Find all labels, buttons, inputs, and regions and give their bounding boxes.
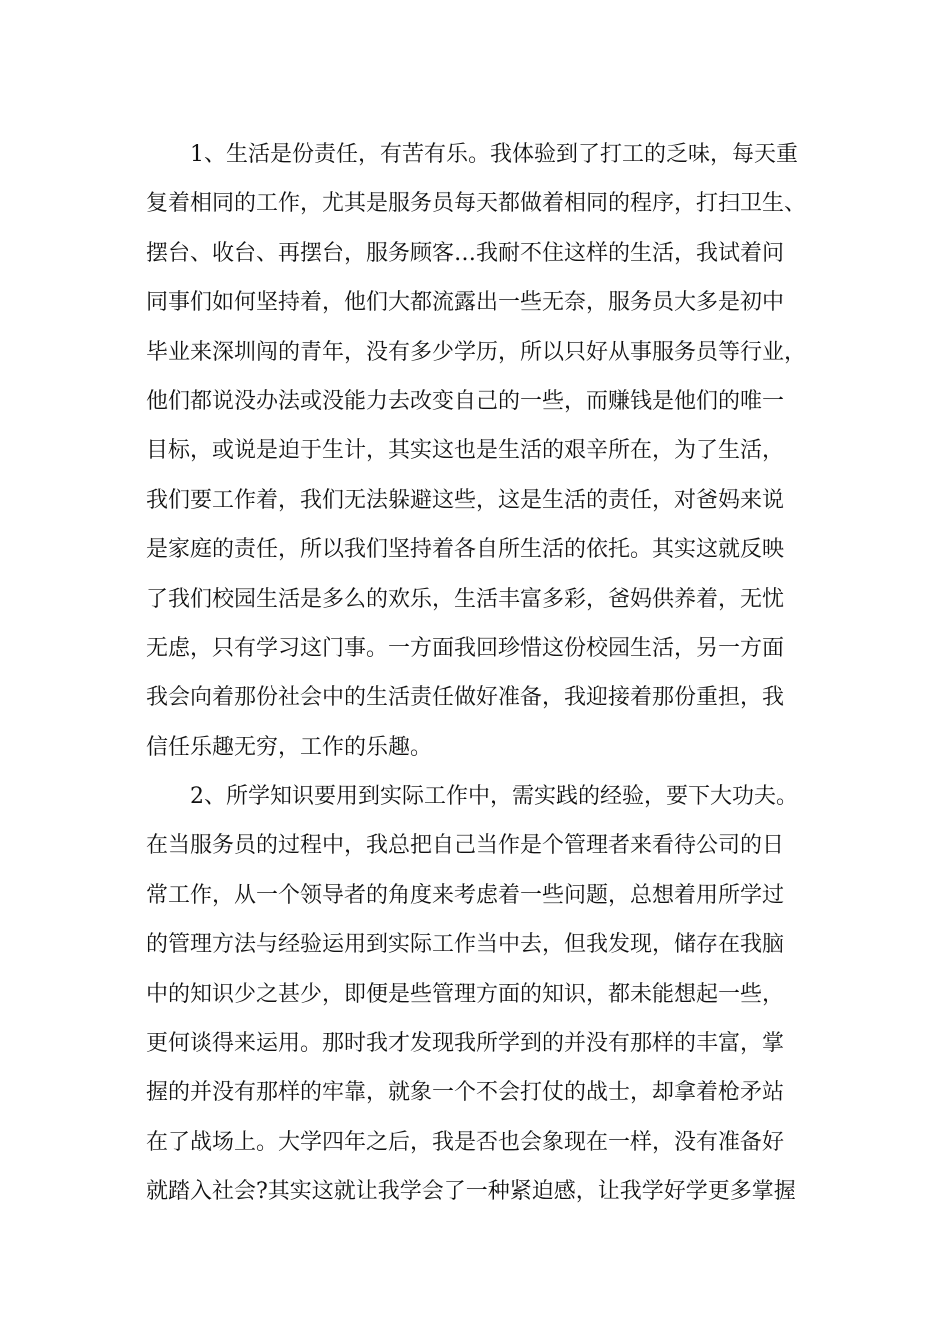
- text-line: 摆台、收台、再摆台，服务顾客…我耐不住这样的生活，我试着问: [146, 240, 785, 266]
- document-body: [146, 130, 806, 1217]
- text-line: 就踏入社会?其实这就让我学会了一种紧迫感，让我学好学更多掌握: [146, 1179, 796, 1205]
- text-line: 2、所学知识要用到实际工作中，需实践的经验，要下大功夫。: [190, 784, 798, 810]
- text-line: 复着相同的工作，尤其是服务员每天都做着相同的程序，打扫卫生、: [146, 191, 806, 217]
- text-line: 常工作，从一个领导者的角度来考虑着一些问题，总想着用所学过: [146, 882, 785, 908]
- paragraph-2: [146, 772, 806, 1217]
- text-line: 目标，或说是迫于生计，其实这也是生活的艰辛所在，为了生活，: [146, 438, 785, 464]
- text-line: 无虑，只有学习这门事。一方面我回珍惜这份校园生活，另一方面: [146, 635, 785, 661]
- text-line: 他们都说没办法或没能力去改变自己的一些，而赚钱是他们的唯一: [146, 388, 785, 414]
- text-line: 更何谈得来运用。那时我才发现我所学到的并没有那样的丰富，掌: [146, 1031, 785, 1057]
- text-line: 1、生活是份责任，有苦有乐。我体验到了打工的乏味，每天重: [190, 142, 798, 167]
- text-line: 的管理方法与经验运用到实际工作当中去，但我发现，储存在我脑: [146, 932, 785, 958]
- text-line: 我会向着那份社会中的生活责任做好准备，我迎接着那份重担，我: [146, 685, 785, 711]
- text-line: 是家庭的责任，所以我们坚持着各自所生活的依托。其实这就反映: [146, 537, 785, 563]
- text-line: 中的知识少之甚少，即便是些管理方面的知识，都未能想起一些，: [146, 981, 785, 1007]
- text-line: 信任乐趣无穷，工作的乐趣。: [146, 734, 433, 760]
- text-line: 了我们校园生活是多么的欢乐，生活丰富多彩，爸妈供养着，无忧: [146, 586, 785, 612]
- text-line: 在了战场上。大学四年之后，我是否也会象现在一样，没有准备好: [146, 1129, 785, 1155]
- text-line: 同事们如何坚持着，他们大都流露出一些无奈，服务员大多是初中: [146, 290, 785, 316]
- paragraph-1: [146, 130, 806, 772]
- text-line: 在当服务员的过程中，我总把自己当作是个管理者来看待公司的日: [146, 833, 785, 859]
- text-line: 我们要工作着，我们无法躲避这些，这是生活的责任，对爸妈来说: [146, 487, 785, 513]
- text-line: 握的并没有那样的牢靠，就象一个不会打仗的战士，却拿着枪矛站: [146, 1080, 785, 1106]
- text-line: 毕业来深圳闯的青年，没有多少学历，所以只好从事服务员等行业，: [146, 339, 806, 365]
